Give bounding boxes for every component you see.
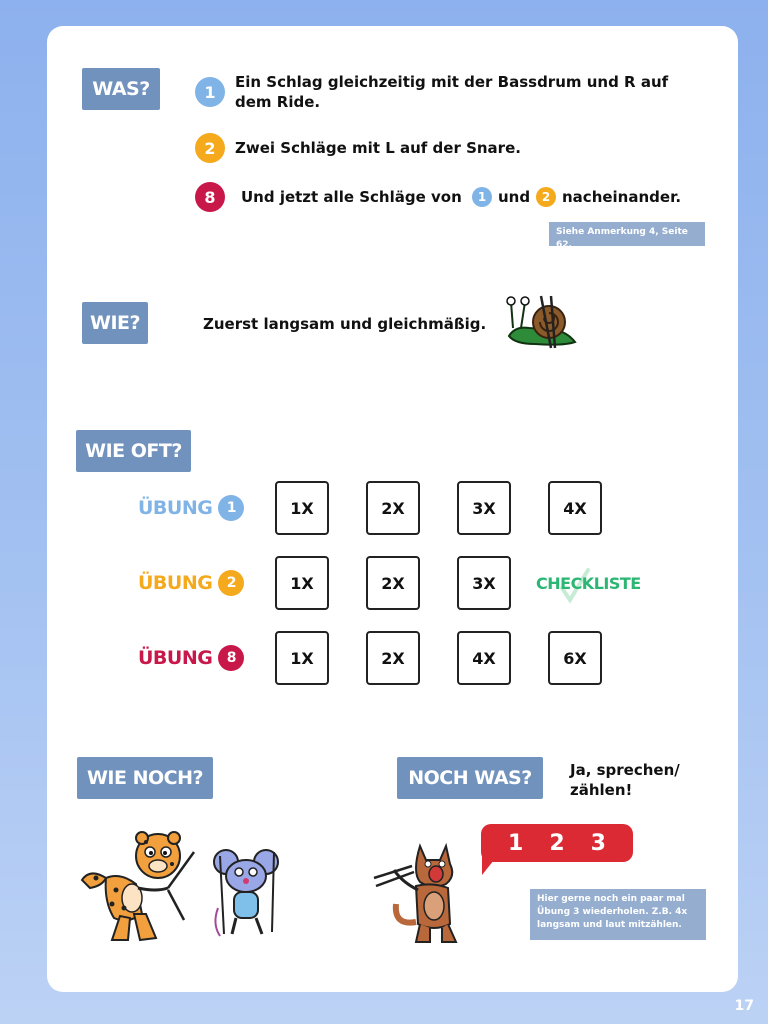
step-2-badge: 2 [195, 133, 225, 163]
exercise-1-box-3[interactable]: 3X [457, 481, 511, 535]
wie-text: Zuerst langsam und gleichmäßig. [203, 315, 487, 333]
count-1: 1 [508, 830, 524, 856]
exercise-2-box-3[interactable]: 3X [457, 556, 511, 610]
step-1-badge: 1 [195, 77, 225, 107]
count-3: 3 [590, 830, 606, 856]
was-note: Siehe Anmerkung 4, Seite 62. [549, 222, 705, 246]
noch-was-tag: NOCH WAS? [397, 757, 543, 799]
page-number: 17 [734, 998, 754, 1014]
exercise-3-box-1[interactable]: 1X [275, 631, 329, 685]
exercise-2-label [138, 570, 244, 596]
exercise-3-box-4[interactable]: 6X [548, 631, 602, 685]
exercise-1-box-4[interactable]: 4X [548, 481, 602, 535]
cat-drummer-icon [372, 842, 476, 946]
step-3-ref-1: 1 [472, 187, 492, 207]
step-3-badge: 8 [195, 182, 225, 212]
exercise-3-label-text: ÜBUNG [138, 647, 213, 669]
step-3-ref-2: 2 [536, 187, 556, 207]
checklist-label: CHECKLISTE [536, 574, 641, 593]
mouse-drummer-icon [210, 846, 286, 938]
exercise-1-label [138, 495, 244, 521]
count-speech-bubble [481, 824, 633, 862]
wie-oft-tag: WIE OFT? [76, 430, 191, 472]
step-2-text: Zwei Schläge mit L auf der Snare. [235, 139, 521, 157]
wie-tag: WIE? [82, 302, 148, 344]
exercise-1-badge: 1 [218, 495, 244, 521]
exercise-3-box-2[interactable]: 2X [366, 631, 420, 685]
exercise-3-box-3[interactable]: 4X [457, 631, 511, 685]
count-2: 2 [549, 830, 565, 856]
noch-was-note: Hier gerne noch ein paar mal Übung 3 wiederholen. Z.B. 4x langsam und laut mitzählen. [530, 889, 706, 940]
exercise-2-box-1[interactable]: 1X [275, 556, 329, 610]
exercise-3-label [138, 645, 244, 671]
exercise-1-box-2[interactable]: 2X [366, 481, 420, 535]
exercise-3-badge: 8 [218, 645, 244, 671]
exercise-2-label-text: ÜBUNG [138, 572, 213, 594]
exercise-1-box-1[interactable]: 1X [275, 481, 329, 535]
exercise-2-box-2[interactable]: 2X [366, 556, 420, 610]
step-3-text-c: nacheinander. [562, 188, 682, 206]
snail-drummer-icon [505, 292, 579, 352]
exercise-1-label-text: ÜBUNG [138, 497, 213, 519]
noch-was-text-2: zählen! [570, 781, 633, 799]
step-1-text: Ein Schlag gleichzeitig mit der Bassdrum und R auf dem Ride. [235, 73, 669, 111]
noch-was-text-1: Ja, sprechen/ [570, 761, 680, 779]
exercise-2-badge: 2 [218, 570, 244, 596]
leopard-drummer-icon [76, 828, 200, 944]
step-3-text-b: und [498, 188, 531, 206]
step-3-text-a: Und jetzt alle Schläge von [241, 188, 462, 206]
wie-noch-tag: WIE NOCH? [77, 757, 213, 799]
was-tag: WAS? [82, 68, 160, 110]
